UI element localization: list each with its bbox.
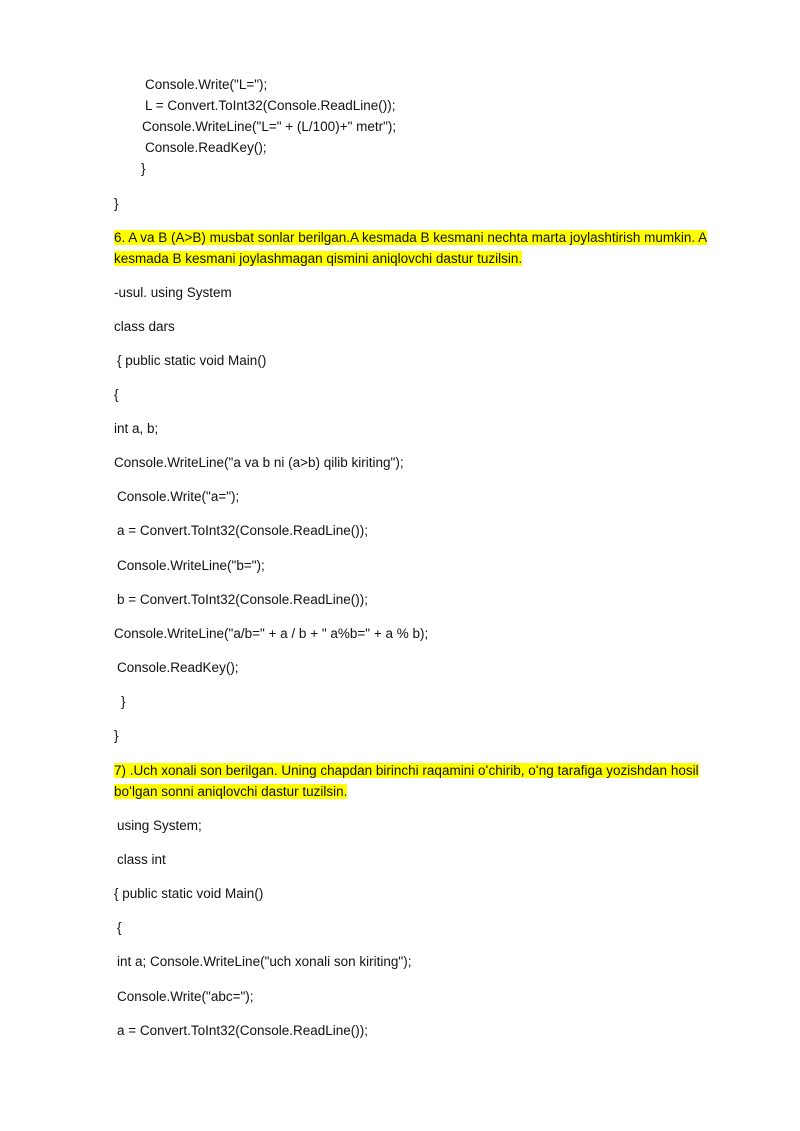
code-line: Console.Write("L="); bbox=[145, 77, 268, 92]
code-line: Console.Write("a="); bbox=[117, 489, 240, 504]
task-7-title: 7) .Uch xonali son berilgan. Uning chapdan birinchi raqamini oʻchirib, oʻng tarafiga yozishdan hosil boʻlgan sonni aniqlovchi dastur tuzilsin. bbox=[114, 763, 699, 799]
code-line: Console.Write("abc="); bbox=[117, 989, 254, 1004]
code-line: class int bbox=[117, 852, 166, 867]
task-6-heading bbox=[114, 227, 714, 269]
code-line: Console.ReadKey(); bbox=[145, 140, 267, 155]
code-line: } bbox=[121, 694, 126, 709]
code-line: Console.WriteLine("a/b=" + a / b + " a%b=" + a % b); bbox=[114, 626, 429, 641]
code-line: L = Convert.ToInt32(Console.ReadLine()); bbox=[145, 98, 396, 113]
code-line: Console.WriteLine("b="); bbox=[117, 558, 265, 573]
code-line: class dars bbox=[114, 319, 175, 334]
code-line: b = Convert.ToInt32(Console.ReadLine()); bbox=[117, 592, 369, 607]
code-line: a = Convert.ToInt32(Console.ReadLine()); bbox=[117, 1023, 369, 1038]
code-line: } bbox=[141, 161, 146, 176]
task-7-heading bbox=[114, 760, 714, 802]
code-line: Console.WriteLine("a va b ni (a>b) qilib kiriting"); bbox=[114, 455, 404, 470]
code-line: using System; bbox=[117, 818, 202, 833]
code-line: int a, b; bbox=[114, 421, 159, 436]
task-6-title: 6. A va B (A>B) musbat sonlar berilgan.A kesmada B kesmani nechta marta joylashtirish mumkin. A kesmada B kesmani joylashmagan qismini aniqlovchi dastur tuzilsin. bbox=[114, 230, 708, 266]
code-line: -usul. using System bbox=[114, 285, 232, 300]
code-line: } bbox=[114, 728, 119, 743]
code-line: Console.WriteLine("L=" + (L/100)+" metr"); bbox=[142, 119, 397, 134]
code-line: } bbox=[114, 196, 119, 211]
code-line: { bbox=[117, 920, 122, 935]
code-line: a = Convert.ToInt32(Console.ReadLine()); bbox=[117, 523, 369, 538]
code-line: { public static void Main() bbox=[114, 886, 264, 901]
code-line: { bbox=[114, 387, 119, 402]
code-line: Console.ReadKey(); bbox=[117, 660, 239, 675]
code-line: { public static void Main() bbox=[117, 353, 267, 368]
code-line: int a; Console.WriteLine("uch xonali son kiriting"); bbox=[117, 954, 412, 969]
